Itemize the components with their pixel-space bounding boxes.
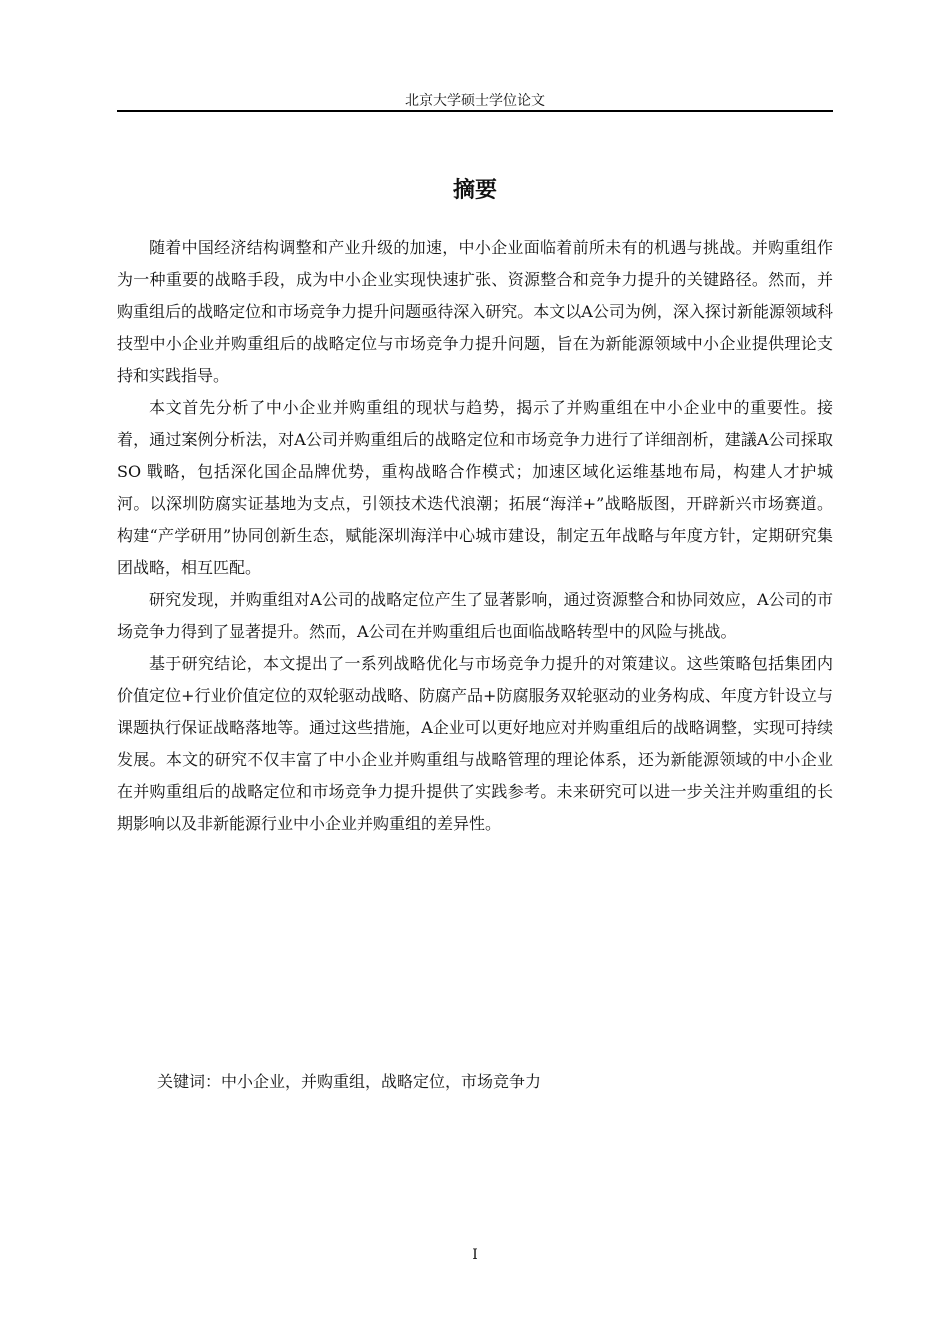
abstract-paragraph-4: 基于研究结论，本文提出了一系列战略优化与市场竞争力提升的对策建议。这些策略包括集团内价值定位+行业价值定位的双轮驱动战略、防腐产品+防腐服务双轮驱动的业务构成、年度方针设立与课题执行保证战略落地等。通过这些措施，A企业可以更好地应对并购重组后的战略调整，实现可持续发展。本文的研究不仅丰富了中小企业并购重组与战略管理的理论体系，还为新能源领域的中小企业在并购重组后的战略定位和市场竞争力提升提供了实践参考。未来研究可以进一步关注并购重组的长期影响以及非新能源行业中小企业并购重组的差异性。	[117, 654, 833, 833]
running-header: 北京大学硕士学位论文	[405, 93, 545, 109]
abstract-paragraph-2: 本文首先分析了中小企业并购重组的现状与趋势，揭示了并购重组在中小企业中的重要性。接着，通过案例分析法，对A公司并购重组后的战略定位和市场竞争力进行了详细剖析，建議A公司採取 SO 戰略，包括深化国企品牌优势，重构战略合作模式；加速区域化运维基地布局，构建人才护城河。以深圳防腐实证基地为支点，引领技术迭代浪潮；拓展“海洋+”战略版图，开辟新兴市场赛道。构建“产学研用”协同创新生态，赋能深圳海洋中心城市建设，制定五年战略与年度方针，定期研究集团战略，相互匹配。	[117, 398, 833, 577]
abstract-title: 摘要	[452, 178, 497, 203]
abstract-paragraph-1: 随着中国经济结构调整和产业升级的加速，中小企业面临着前所未有的机遇与挑战。并购重组作为一种重要的战略手段，成为中小企业实现快速扩张、资源整合和竞争力提升的关键路径。然而，并购重组后的战略定位和市场竞争力提升问题亟待深入研究。本文以A公司为例，深入探讨新能源领域科技型中小企业并购重组后的战略定位与市场竞争力提升问题，旨在为新能源领域中小企业提供理论支持和实践指导。	[117, 238, 833, 385]
header-divider	[117, 110, 833, 112]
abstract-body	[117, 232, 833, 840]
page-number: I	[472, 1247, 478, 1263]
abstract-paragraph-3: 研究发现，并购重组对A公司的战略定位产生了显著影响，通过资源整合和协同效应，A公司的市场竞争力得到了显著提升。然而，A公司在并购重组后也面临战略转型中的风险与挑战。	[117, 590, 833, 641]
keywords-line: 关键词：中小企业，并购重组，战略定位，市场竞争力	[157, 1072, 542, 1091]
